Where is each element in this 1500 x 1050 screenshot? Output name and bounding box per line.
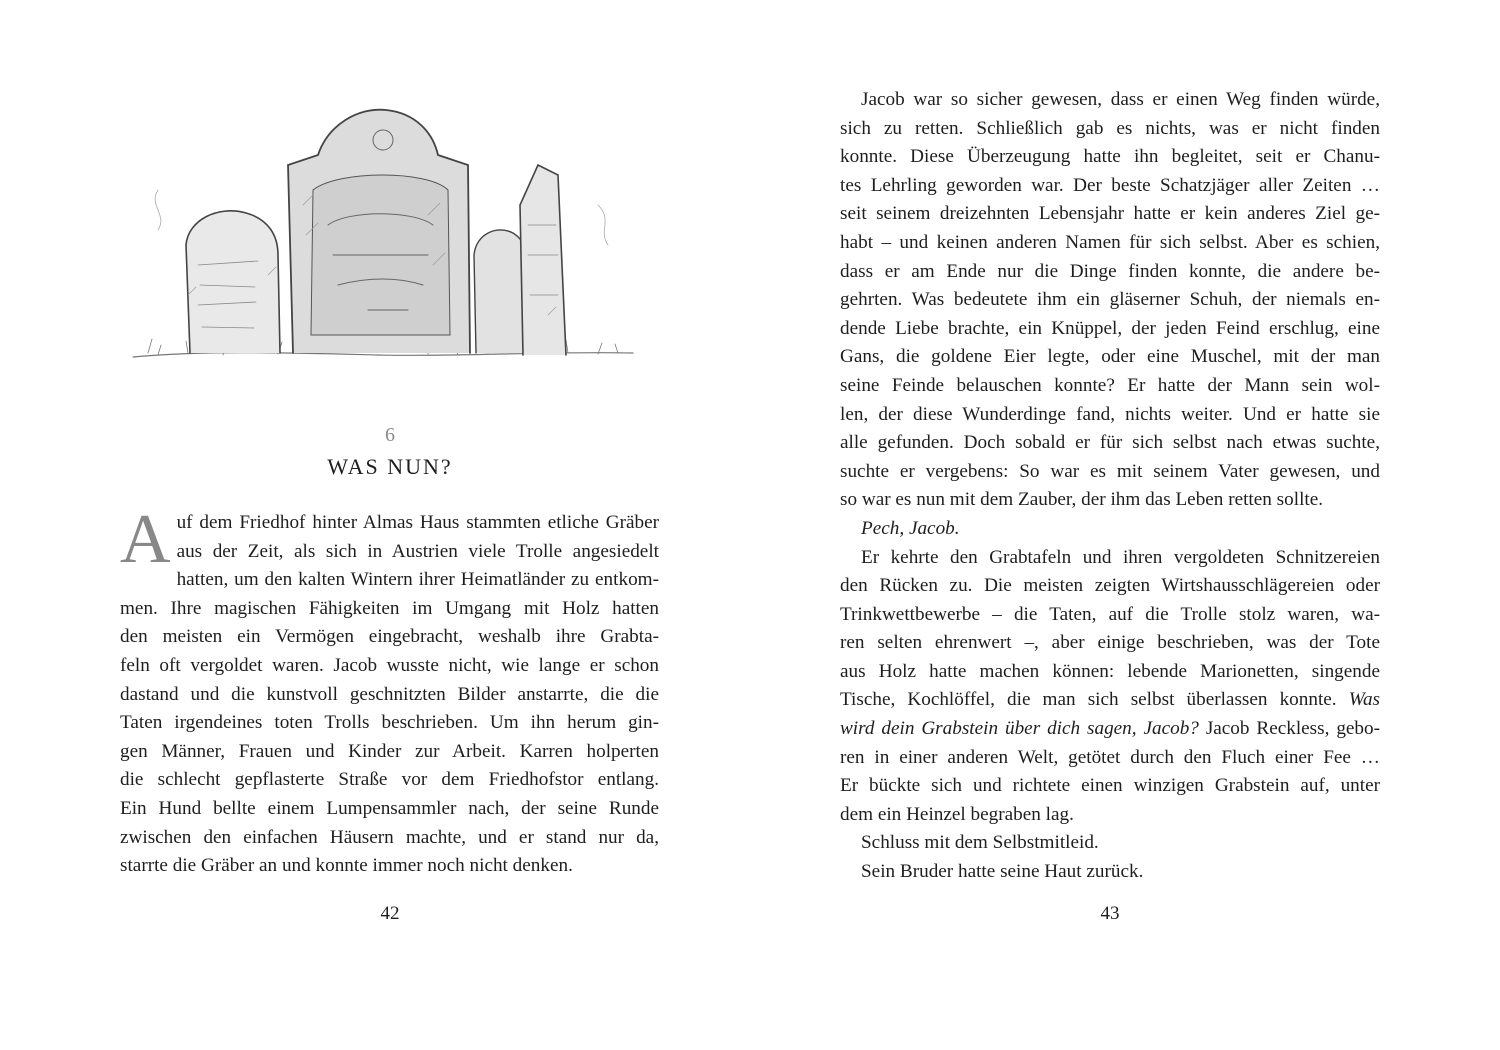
text-line: alle gefunden. Doch sobald er für sich selbst nach etwas suchte, — [840, 432, 1380, 454]
text-segment: Tische, Kochlöffel, die man sich selbst überlassen konnte. — [840, 689, 1337, 711]
text-line: konnte. Diese Überzeugung hatte ihn begleitet, seit er Chanu- — [840, 146, 1380, 168]
text-line: len, der diese Wunderdinge fand, nichts weiter. Und er hatte sie — [840, 403, 1380, 425]
chapter-title: WAS NUN? — [327, 454, 453, 479]
text-line: die schlecht gepflasterte Straße vor dem Friedhofstor entlang. — [120, 769, 659, 791]
italic-text: Was — [1348, 689, 1381, 711]
chapter-number: 6 — [385, 424, 395, 446]
text-line: gen Männer, Frauen und Kinder zur Arbeit. Karren holperten — [120, 740, 659, 762]
text-line: uf dem Friedhof hinter Almas Haus stammten etliche Gräber — [176, 512, 659, 533]
italic-text: Pech, Jacob. — [861, 517, 960, 539]
text-line: men. Ihre magischen Fähigkeiten im Umgang mit Holz hatten — [120, 597, 659, 619]
page-number-left: 42 — [380, 903, 400, 924]
text-line: dende Liebe brachte, ein Knüppel, der jeden Feind erschlug, eine — [840, 317, 1380, 339]
text-line: seit seinem dreizehnten Lebensjahr hatte er kein anderes Ziel ge- — [840, 203, 1380, 225]
text-line: dass er am Ende nur die Dinge finden konnte, die andere be- — [840, 260, 1380, 282]
left-body-text — [120, 501, 659, 881]
text-line: sich zu retten. Schließlich gab es nichts, was er nicht finden — [840, 117, 1380, 139]
text-line: habt – und keinen anderen Namen für sich selbst. Aber es schien, — [840, 231, 1380, 253]
text-line: feln oft vergoldet waren. Jacob wusste nicht, wie lange er schon — [120, 654, 659, 676]
text-line: Taten irgendeines toten Trolls beschrieben. Um ihn herum gin- — [120, 712, 659, 734]
text-line: gehrten. Was bedeutete ihm ein gläserner Schuh, der niemals en- — [840, 289, 1380, 311]
text-line: Er kehrte den Grabtafeln und ihren vergoldeten Schnitzereien — [861, 546, 1380, 568]
text-line — [840, 715, 1380, 744]
text-line: aus der Zeit, als sich in Austrien viele Trolle angesiedelt — [176, 540, 659, 562]
page-number-right: 43 — [1100, 903, 1120, 924]
text-line: Er bückte sich und richtete einen winzigen Grabstein auf, unter — [840, 775, 1380, 797]
text-line — [840, 686, 1380, 715]
text-line — [840, 515, 1380, 544]
text-line: seine Feinde belauschen konnte? Er hatte der Mann sein wol- — [840, 374, 1380, 396]
text-line: Trinkwettbewerbe – die Taten, auf die Trolle stolz waren, wa- — [840, 603, 1380, 625]
text-line: ren in einer anderen Welt, getötet durch den Fluch einer Fee … — [840, 746, 1380, 768]
drop-cap: A — [120, 501, 171, 578]
italic-text: wird dein Grabstein über dich sagen, Jacob? — [840, 718, 1199, 740]
text-line: so war es nun mit dem Zauber, der ihm das Leben retten sollte. — [840, 489, 1324, 511]
text-line: den meisten ein Vermögen eingebracht, weshalb ihre Grabta- — [120, 626, 659, 648]
text-line: dastand und die kunstvoll geschnitzten Bilder anstarrte, die die — [120, 683, 659, 705]
text-line: ren selten ehrenwert –, aber einige beschrieben, was der Tote — [840, 632, 1380, 654]
right-body-text — [840, 86, 1380, 887]
text-line: den Rücken zu. Die meisten zeigten Wirtshausschlägereien oder — [840, 575, 1380, 597]
right-page — [750, 0, 1500, 1050]
text-line: Gans, die goldene Eier legte, oder eine Muschel, mit der man — [840, 346, 1380, 368]
text-line: dem ein Heinzel begraben lag. — [840, 803, 1074, 825]
text-line: Sein Bruder hatte seine Haut zurück. — [861, 861, 1144, 883]
text-line: Jacob war so sicher gewesen, dass er einen Weg finden würde, — [861, 89, 1380, 110]
gravestones-illustration — [128, 95, 638, 375]
text-line: suchte er vergebens: So war es mit seinem Vater gewesen, und — [840, 460, 1380, 482]
text-segment: Jacob Reckless, gebo- — [1205, 718, 1381, 740]
text-line: Ein Hund bellte einem Lumpensammler nach, der seine Runde — [120, 797, 659, 819]
text-line: hatten, um den kalten Wintern ihrer Heimatländer zu entkom- — [176, 569, 659, 591]
text-line: zwischen den einfachen Häusern machte, und er stand nur da, — [120, 826, 659, 848]
text-line: tes Lehrling geworden war. Der beste Schatzjäger aller Zeiten … — [840, 174, 1380, 196]
text-line: aus Holz hatte machen können: lebende Marionetten, singende — [840, 660, 1380, 682]
text-line: Schluss mit dem Selbstmitleid. — [861, 832, 1099, 854]
text-line: starrte die Gräber an und konnte immer noch nicht denken. — [120, 855, 573, 877]
